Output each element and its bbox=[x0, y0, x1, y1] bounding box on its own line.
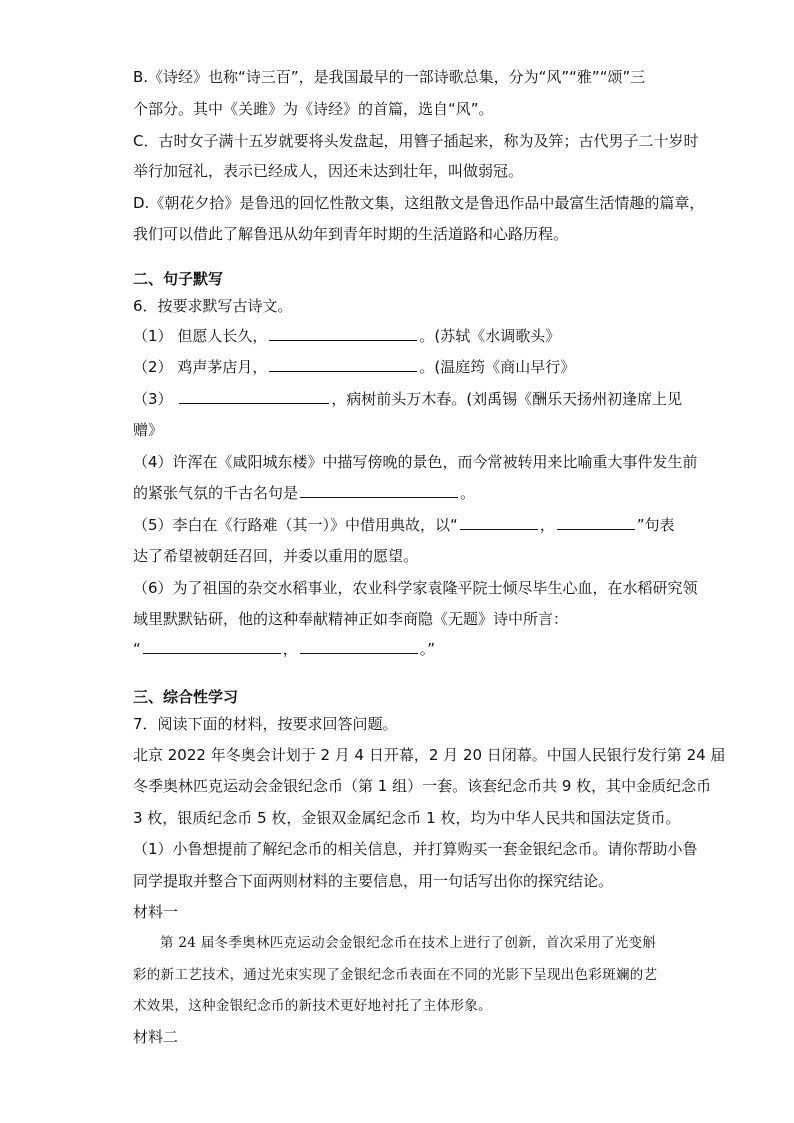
item-number: （3） bbox=[133, 390, 173, 408]
material-1-line2: 彩的新工艺技术，通过光束实现了金银纪念币表面在不同的光影下呈现出色彩斑斓的艺 bbox=[133, 967, 658, 983]
paragraph-line: 冬季奥林匹克运动会金银纪念币（第 1 组）一套。该套纪念币共 9 枚，其中金质纪念币 bbox=[133, 777, 712, 795]
option-c-line2: 举行加冠礼，表示已经成人，因还未达到壮年，叫做弱冠。 bbox=[133, 162, 524, 180]
recitation-item-2 bbox=[133, 356, 575, 378]
answer-blank[interactable] bbox=[269, 356, 417, 372]
answer-blank[interactable] bbox=[269, 325, 417, 341]
item-end: 。 bbox=[460, 484, 476, 502]
item-prompt: （5）李白在《行路难（其一）》中借用典故，以“ bbox=[133, 516, 458, 534]
material-1-label: 材料一 bbox=[133, 903, 179, 921]
open-quote: “ bbox=[133, 640, 141, 658]
material-2-label: 材料二 bbox=[133, 1028, 179, 1046]
option-b-line2: 个部分。其中《关雎》为《诗经》的首篇，选自“风”。 bbox=[133, 100, 494, 118]
option-b-line1: B.《诗经》也称“诗三百”，是我国最早的一部诗歌总集，分为“风”“雅”“颂”三 bbox=[133, 68, 646, 86]
item-number: （2） bbox=[133, 358, 173, 376]
recitation-item-6-line3 bbox=[133, 638, 435, 660]
subquestion-1-line2: 同学提取并整合下面两则材料的主要信息，用一句话写出你的探究结论。 bbox=[133, 872, 614, 890]
option-d-line1: D.《朝花夕拾》是鲁迅的回忆性散文集，这组散文是鲁迅作品中最富生活情趣的篇章， bbox=[133, 194, 705, 212]
answer-blank[interactable] bbox=[557, 514, 635, 530]
answer-blank[interactable] bbox=[143, 638, 281, 654]
recitation-item-1 bbox=[133, 325, 560, 347]
item-prompt: 但愿人长久， bbox=[177, 327, 268, 345]
item-prompt: 的紧张气氛的千古名句是 bbox=[133, 484, 299, 502]
question-7-stem: 7．阅读下面的材料，按要求回答问题。 bbox=[133, 715, 398, 733]
item-number: （1） bbox=[133, 327, 173, 345]
section-heading-comprehensive: 三、综合性学习 bbox=[133, 688, 239, 706]
answer-blank[interactable] bbox=[179, 388, 329, 404]
item-source: 。(温庭筠《商山早行》 bbox=[419, 358, 576, 376]
item-prompt: 鸡声茅店月， bbox=[177, 358, 268, 376]
recitation-item-5-line2: 达了希望被朝廷召回，并委以重用的愿望。 bbox=[133, 547, 419, 565]
material-1-line3: 术效果，这种金银纪念币的新技术更好地衬托了主体形象。 bbox=[133, 998, 492, 1014]
item-end: ”句表 bbox=[636, 516, 675, 534]
recitation-item-6-line2: 域里默默钻研，他的这种奉献精神正如李商隐《无题》诗中所言： bbox=[133, 610, 569, 628]
recitation-item-5-line1 bbox=[133, 514, 675, 536]
recitation-item-4-line2 bbox=[133, 482, 475, 504]
item-source: ，病树前头万木春。(刘禹锡《酬乐天扬州初逢席上见 bbox=[331, 390, 683, 408]
recitation-item-6-line1: （6）为了祖国的杂交水稻事业，农业科学家袁隆平院士倾尽毕生心血，在水稻研究领 bbox=[133, 579, 698, 597]
close-quote: 。” bbox=[419, 640, 436, 658]
answer-blank[interactable] bbox=[300, 638, 418, 654]
option-d-line2: 我们可以借此了解鲁迅从幼年到青年时期的生活道路和心路历程。 bbox=[133, 225, 569, 243]
answer-blank[interactable] bbox=[460, 514, 538, 530]
material-1-line1: 第 24 届冬季奥林匹克运动会金银纪念币在技术上进行了创新，首次采用了光变斛 bbox=[160, 935, 657, 951]
section-heading-recitation: 二、句子默写 bbox=[133, 270, 224, 288]
answer-blank[interactable] bbox=[300, 482, 458, 498]
item-source: 。(苏轼《水调歌头》 bbox=[419, 327, 561, 345]
paragraph-line: 北京 2022 年冬奥会计划于 2 月 4 日开幕，2 月 20 日闭幕。中国人民银行发行第 24 届 bbox=[133, 746, 726, 764]
question-6-stem: 6．按要求默写古诗文。 bbox=[133, 297, 293, 315]
recitation-item-4-line1: （4）许浑在《咸阳城东楼》中描写傍晚的景色，而今常被转用来比喻重大事件发生前 bbox=[133, 453, 698, 471]
recitation-item-3 bbox=[133, 388, 682, 410]
item-separator: ， bbox=[282, 640, 298, 658]
paragraph-line: 3 枚，银质纪念币 5 枚，金银双金属纪念币 1 枚，均为中华人民共和国法定货币。 bbox=[133, 809, 681, 827]
option-c-line1: C．古时女子满十五岁就要将头发盘起，用簪子插起来，称为及笄；古代男子二十岁时 bbox=[133, 132, 699, 150]
item-separator: ， bbox=[539, 516, 555, 534]
recitation-item-3-line2: 赠》 bbox=[133, 421, 164, 439]
subquestion-1-line1: （1）小鲁想提前了解纪念币的相关信息，并打算购买一套金银纪念币。请你帮助小鲁 bbox=[133, 840, 698, 858]
